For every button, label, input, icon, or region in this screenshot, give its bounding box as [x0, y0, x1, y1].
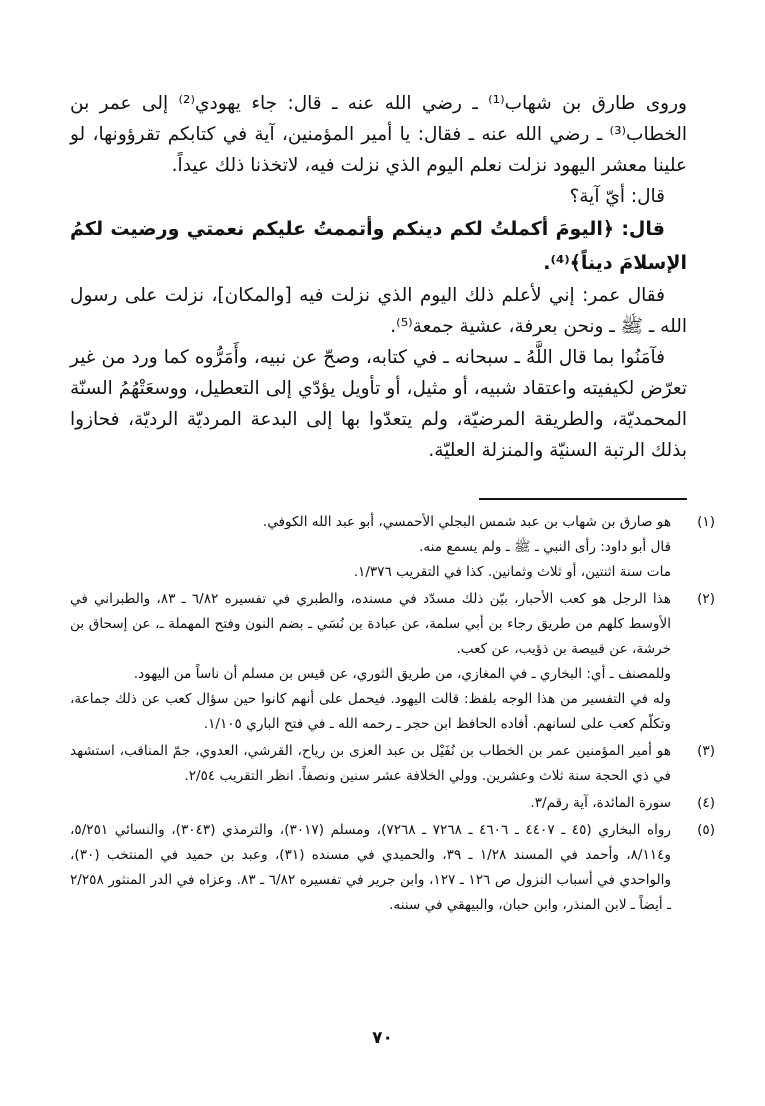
footnote-line: قال أبو داود: رأى النبي ـ ﷺ ـ ولم يسمع منه.	[419, 539, 671, 555]
footnote-number: (١)	[697, 514, 715, 530]
footnote-body	[70, 791, 671, 816]
footnote-line: هذا الرجل هو كعب الأحبار، بيّن ذلك مسدّد في مسنده، والطبري في تفسيره ٦/٨٢ ـ ٨٣، والطبراني في الأوسط كلهم من طريق رجاء بن أبي سلمة، عن عبادة بن نُسَي ـ بضم النون وفتح المهملة ـ، عن إسحاق بن خرشة، عن قبيصة بن ذؤيب، عن كعب.	[70, 591, 671, 657]
paragraph-umar-reply: فقال عمر: إني لأعلم ذلك اليوم الذي نزلت فيه [والمكان]، نزلت على رسول الله ـ ﷺ ـ ونحن بعرفة، عشية جمعة⁽⁵⁾.	[70, 285, 687, 337]
footnote-body	[70, 510, 671, 585]
footnote-1	[70, 510, 715, 585]
footnote-4	[70, 791, 715, 816]
footnote-line: وله في التفسير من هذا الوجه بلفظ: قالت اليهود. فيحمل على أنهم كانوا حين سؤال كعب عن ذلك جماعة، وتكلّم كعب على لسانهم. أفاده الحافظ ابن حجر ـ رحمه الله ـ في فتح الباري ١/١٠٥.	[70, 691, 671, 732]
footnote-5	[70, 818, 715, 918]
paragraph-conclusion: فآمَنُوا بما قال اللَّهُ ـ سبحانه ـ في كتابه، وصحّ عن نبيه، وأَمَرُّوه كما ورد من غير تعرّض لكيفيته واعتقاد شبيه، أو مثيل، أو تأويل يؤدّي إلى التعطيل، ووسعَتْهُمُ السنّة المحمديّة، والطريقة المرضيّة، ولم يتعدّوا بها إلى البدعة المرديّة الرديّة، فحازوا بذلك الرتبة السنيّة والمنزلة العليّة.	[70, 347, 687, 461]
footnote-body	[70, 818, 671, 918]
footnote-body	[70, 739, 671, 789]
footnote-2	[70, 587, 715, 737]
footnote-line: سورة المائدة، آية رقم/٣.	[530, 795, 671, 811]
footnote-line: هو أمير المؤمنين عمر بن الخطاب بن نُفَيْل بن عبد العزى بن رياح، القرشي، العدوي، جمّ المناقب، استشهد في ذي الحجة سنة ثلاث وعشرين. وولي الخلافة عشر سنين ونصفاً. انظر التقريب ٢/٥٤.	[70, 743, 671, 784]
footnote-number: (٥)	[697, 822, 715, 838]
footnote-number: (٢)	[697, 591, 715, 607]
footnotes	[70, 510, 715, 920]
footnote-body	[70, 587, 671, 737]
footnote-line: رواه البخاري (٤٥ ـ ٤٤٠٧ ـ ٤٦٠٦ ـ ٧٢٦٨ ـ ٧٢٦٨)، ومسلم (٣٠١٧)، والترمذي (٣٠٤٣)، والنسائي ٥/٢٥١، و٨/١١٤، وأحمد في المسند ١/٢٨ ـ ٣٩، والحميدي في مسنده (٣١)، وعبد بن حميد في المنتخب (٣٠)، والواحدي في أسباب النزول ص ١٢٦ ـ ١٢٧، وابن جرير في تفسيره ٦/٨٢ ـ ٨٣. وعزاه في الدر المنثور ٢/٢٥٨ ـ أيضاً ـ لابن المنذر، وابن حبان، والبيهقي في سننه.	[70, 822, 672, 913]
footnote-number: (٣)	[697, 743, 715, 759]
paragraph-hadith: وروى طارق بن شهاب⁽¹⁾ ـ رضي الله عنه ـ قال: جاء يهودي⁽²⁾ إلى عمر بن الخطاب⁽³⁾ ـ رضي الله عنه ـ فقال: يا أمير المؤمنين، آية في كتابكم تقرؤونها، لو علينا معشر اليهود نزلت نعلم اليوم الذي نزلت فيه، لاتخذنا ذلك عيداً.	[70, 93, 687, 176]
paragraph-question: قال: أيّ آية؟	[569, 186, 665, 207]
footnote-divider	[479, 498, 687, 500]
footnote-3	[70, 739, 715, 789]
footnote-line: مات سنة اثنتين، أو ثلاث وثمانين. كذا في التقريب ١/٣٧٦.	[353, 564, 671, 580]
main-text	[70, 88, 687, 466]
footnote-line: هو صارق بن شهاب بن عبد شمس البجلي الأحمسي، أبو عبد الله الكوفي.	[262, 514, 671, 530]
paragraph-verse: قال: ﴿اليومَ أكملتُ لكم دينكم وأتممتُ عليكم نعمتي ورضيت لكمُ الإسلامَ ديناً﴾⁽⁴⁾.	[70, 218, 687, 274]
footnote-number: (٤)	[697, 795, 715, 811]
page-number: ٧٠	[372, 1028, 393, 1048]
footnote-line: وللمصنف ـ أي: البخاري ـ في المغازي، من طريق الثوري، عن قيس بن مسلم أن ناساً من اليهود.	[133, 666, 671, 682]
